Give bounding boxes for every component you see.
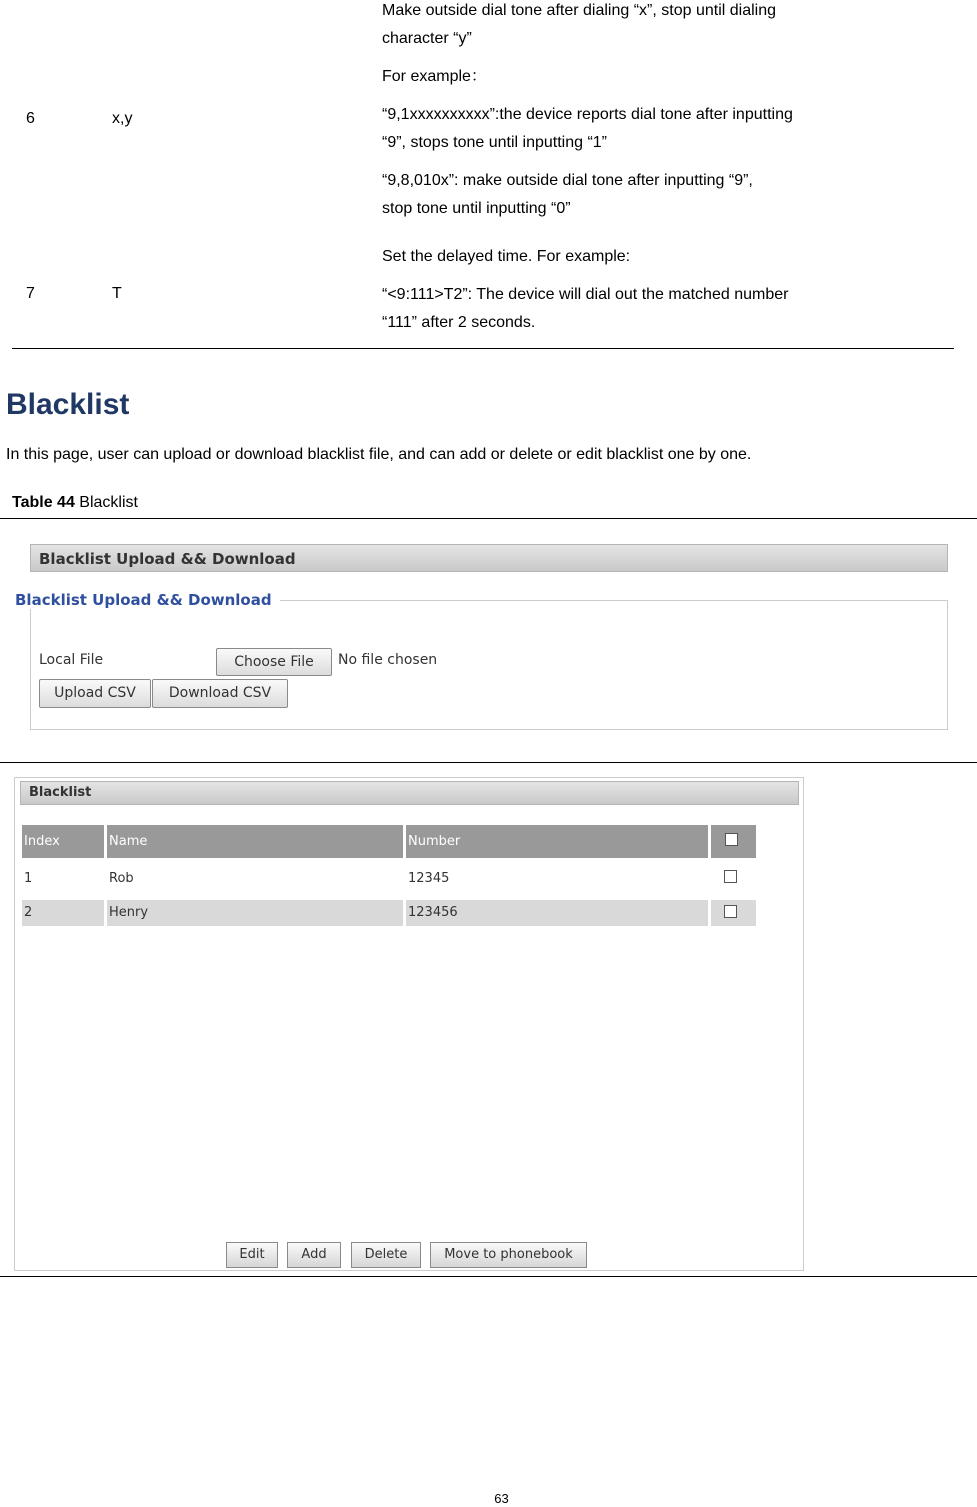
- no-file-status: No file chosen: [338, 652, 438, 668]
- row7-number: 7: [26, 285, 35, 302]
- caption-rule: [0, 518, 977, 519]
- table-caption: [12, 494, 138, 512]
- row7-line: “111” after 2 seconds.: [382, 314, 536, 331]
- upload-csv-button[interactable]: Upload CSV: [39, 679, 151, 708]
- table-cell-number: 12345: [408, 871, 450, 886]
- edit-button[interactable]: Edit: [226, 1242, 278, 1268]
- blacklist-header-bar: Blacklist: [20, 781, 799, 805]
- row6-line: Make outside dial tone after dialing “x”, stop until dialing: [382, 2, 776, 19]
- column-header-name: Name: [107, 825, 403, 858]
- caption-text: Blacklist: [74, 494, 138, 511]
- table-end-rule: [0, 1276, 977, 1277]
- row6-symbol: x,y: [112, 110, 133, 127]
- row7-description: [382, 243, 952, 337]
- section-intro: In this page, user can upload or download blacklist file, and can add or delete or edit blacklist one by one.: [6, 446, 752, 463]
- upload-legend: Blacklist Upload && Download: [15, 591, 280, 609]
- table-bottom-rule: [12, 348, 954, 349]
- table-cell-number: 123456: [406, 900, 708, 926]
- upload-fieldset: [30, 600, 948, 730]
- move-to-phonebook-button[interactable]: Move to phonebook: [430, 1242, 587, 1268]
- local-file-label: Local File: [39, 652, 104, 668]
- table-cell-select: [711, 900, 756, 926]
- column-header-select: [711, 825, 756, 858]
- delete-button[interactable]: Delete: [351, 1242, 421, 1268]
- table-cell-index: 2: [22, 900, 104, 926]
- row7-line: Set the delayed time. For example:: [382, 248, 631, 265]
- column-header-index: Index: [22, 825, 104, 858]
- row6-description: [382, 0, 952, 223]
- page-number: 63: [494, 1491, 509, 1506]
- row6-line: “9”, stops tone until inputting “1”: [382, 134, 608, 151]
- row6-line: character “y”: [382, 30, 472, 47]
- row-checkbox[interactable]: [724, 905, 737, 918]
- caption-label: Table 44: [12, 494, 75, 511]
- column-header-number: Number: [406, 825, 708, 858]
- table-cell-index: 1: [24, 871, 33, 886]
- row6-number: 6: [26, 110, 35, 127]
- table-cell-name: Henry: [107, 900, 403, 926]
- row6-line: “9,8,010x”: make outside dial tone after inputting “9”,: [382, 172, 753, 189]
- row6-line: stop tone until inputting “0”: [382, 200, 571, 217]
- table-cell-name: Rob: [109, 871, 134, 886]
- upload-header-bar: Blacklist Upload && Download: [30, 544, 948, 572]
- table-row-rule: [0, 762, 977, 763]
- download-csv-button[interactable]: Download CSV: [152, 679, 288, 708]
- section-title: Blacklist: [6, 388, 130, 421]
- row6-line: For example：: [382, 68, 487, 85]
- row7-symbol: T: [112, 285, 122, 302]
- row-checkbox[interactable]: [724, 870, 737, 883]
- add-button[interactable]: Add: [287, 1242, 341, 1268]
- select-all-checkbox[interactable]: [725, 833, 738, 846]
- choose-file-button[interactable]: Choose File: [216, 648, 332, 676]
- row7-line: “<9:111>T2”: The device will dial out the matched number: [382, 286, 789, 303]
- row6-line: “9,1xxxxxxxxxx”:the device reports dial tone after inputting: [382, 106, 793, 123]
